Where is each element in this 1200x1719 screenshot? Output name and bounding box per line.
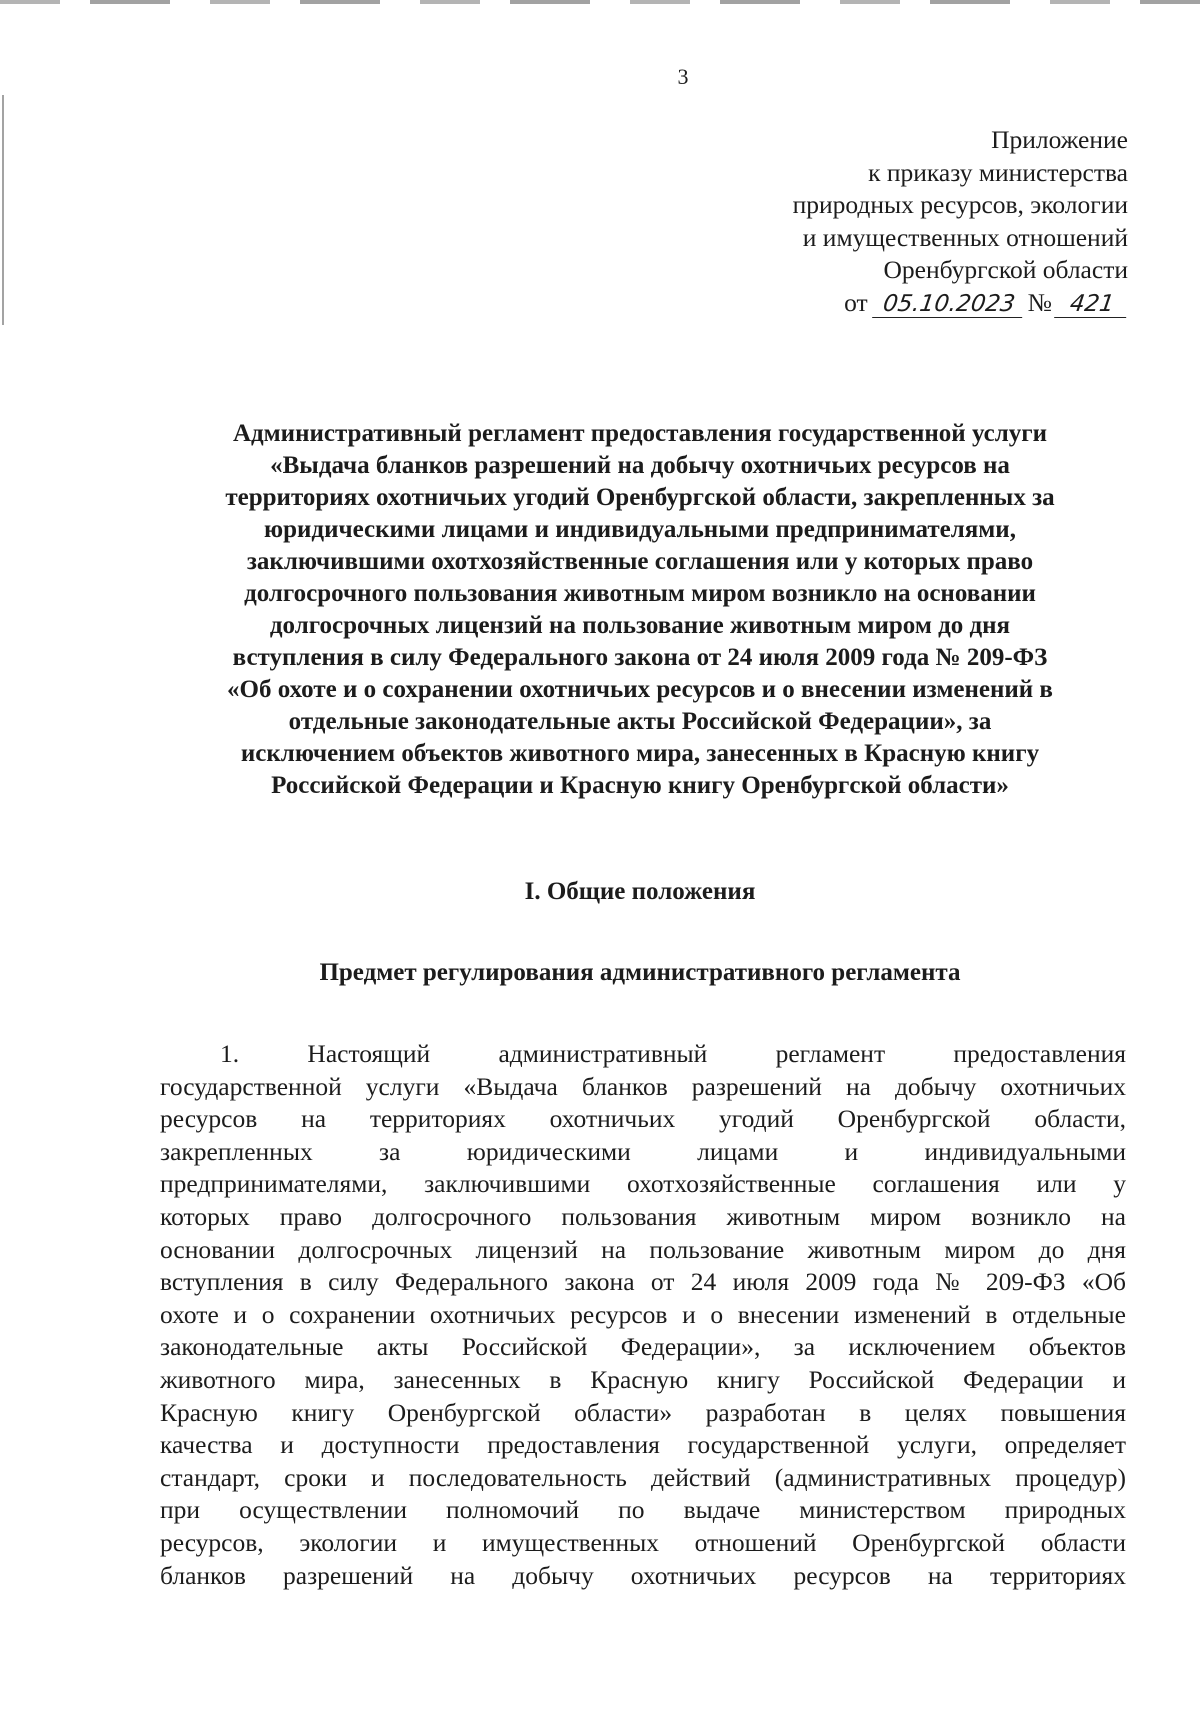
paragraph-line: Красную книгу Оренбургской области» разработан в целях повышения bbox=[160, 1397, 1126, 1427]
paragraph-line: законодательные акты Российской Федерации», за исключением объектов bbox=[160, 1332, 1126, 1362]
paragraph-line: бланков разрешений на добычу охотничьих ресурсов на территориях bbox=[160, 1560, 1126, 1590]
title-line: вступления в силу Федерального закона от 24 июля 2009 года № 209-ФЗ bbox=[232, 644, 1048, 671]
paragraph-line: которых право долгосрочного пользования животным миром возникло на bbox=[160, 1201, 1126, 1231]
title-line: заключившими охотхозяйственные соглашения или у которых право bbox=[246, 548, 1034, 575]
number-label: № bbox=[1027, 287, 1052, 317]
paragraph-1 bbox=[160, 1038, 1126, 1592]
title-line: исключением объектов животного мира, занесенных в Красную книгу bbox=[240, 740, 1040, 767]
annex-line: природных ресурсов, экологии bbox=[792, 190, 1128, 219]
paragraph-line: 1. Настоящий административный регламент предоставления bbox=[220, 1039, 1126, 1068]
annex-line: Приложение bbox=[991, 125, 1128, 154]
paragraph-line: стандарт, сроки и последовательность действий (административных процедур) bbox=[160, 1462, 1126, 1492]
subsection-heading: Предмет регулирования административного регламента bbox=[319, 959, 961, 986]
title-line: отдельные законодательные акты Российской Федерации», за bbox=[288, 708, 992, 735]
paragraph-line: качества и доступности предоставления государственной услуги, определяет bbox=[160, 1430, 1126, 1460]
scan-artifact-left bbox=[2, 95, 4, 325]
annex-line: Оренбургской области bbox=[883, 255, 1128, 284]
paragraph-line: государственной услуги «Выдача бланков разрешений на добычу охотничьих bbox=[160, 1071, 1126, 1101]
order-date: 05.10.2023 bbox=[872, 291, 1026, 318]
paragraph-line: ресурсов на территориях охотничьих угодий Оренбургской области, bbox=[160, 1104, 1126, 1134]
paragraph-line: вступления в силу Федерального закона от 24 июля 2009 года № 209-ФЗ «Об bbox=[160, 1267, 1126, 1297]
paragraph-line: при осуществлении полномочий по выдаче министерством природных bbox=[160, 1495, 1126, 1525]
order-reference bbox=[793, 287, 1128, 320]
paragraph-line: ресурсов, экологии и имущественных отношений Оренбургской области bbox=[160, 1527, 1126, 1557]
document-title bbox=[150, 418, 1130, 802]
order-number: 421 bbox=[1054, 291, 1130, 318]
paragraph-line: основании долгосрочных лицензий на пользование животным миром до дня bbox=[160, 1234, 1126, 1264]
page-number: 3 bbox=[677, 64, 689, 89]
annex-line: и имущественных отношений bbox=[802, 222, 1128, 252]
paragraph-line: животного мира, занесенных в Красную книгу Российской Федерации и bbox=[160, 1364, 1126, 1394]
section-heading: I. Общие положения bbox=[524, 878, 756, 905]
title-line: юридическими лицами и индивидуальными предпринимателями, bbox=[264, 516, 1016, 543]
annex-line: к приказу министерства bbox=[868, 157, 1128, 187]
paragraph-line: предпринимателями, заключившими охотхозяйственные соглашения или у bbox=[160, 1169, 1126, 1199]
title-line: «Выдача бланков разрешений на добычу охотничьих ресурсов на bbox=[270, 452, 1010, 479]
title-line: долгосрочных лицензий на пользование животным миром до дня bbox=[269, 612, 1011, 639]
title-line: Административный регламент предоставления государственной услуги bbox=[232, 420, 1048, 447]
title-line: «Об охоте и о сохранении охотничьих ресурсов и о внесении изменений в bbox=[227, 676, 1053, 703]
paragraph-line: закрепленных за юридическими лицами и индивидуальными bbox=[160, 1136, 1126, 1166]
scan-artifact-top bbox=[0, 0, 1200, 4]
title-line: территориях охотничьих угодий Оренбургской области, закрепленных за bbox=[225, 484, 1055, 511]
title-line: Российской Федерации и Красную книгу Оренбургской области» bbox=[271, 772, 1009, 799]
from-label: от bbox=[844, 287, 868, 317]
title-line: долгосрочного пользования животным миром возникло на основании bbox=[244, 580, 1036, 607]
paragraph-line: охоте и о сохранении охотничьих ресурсов и о внесении изменений в отдельные bbox=[160, 1299, 1126, 1329]
annex-block bbox=[793, 124, 1128, 319]
